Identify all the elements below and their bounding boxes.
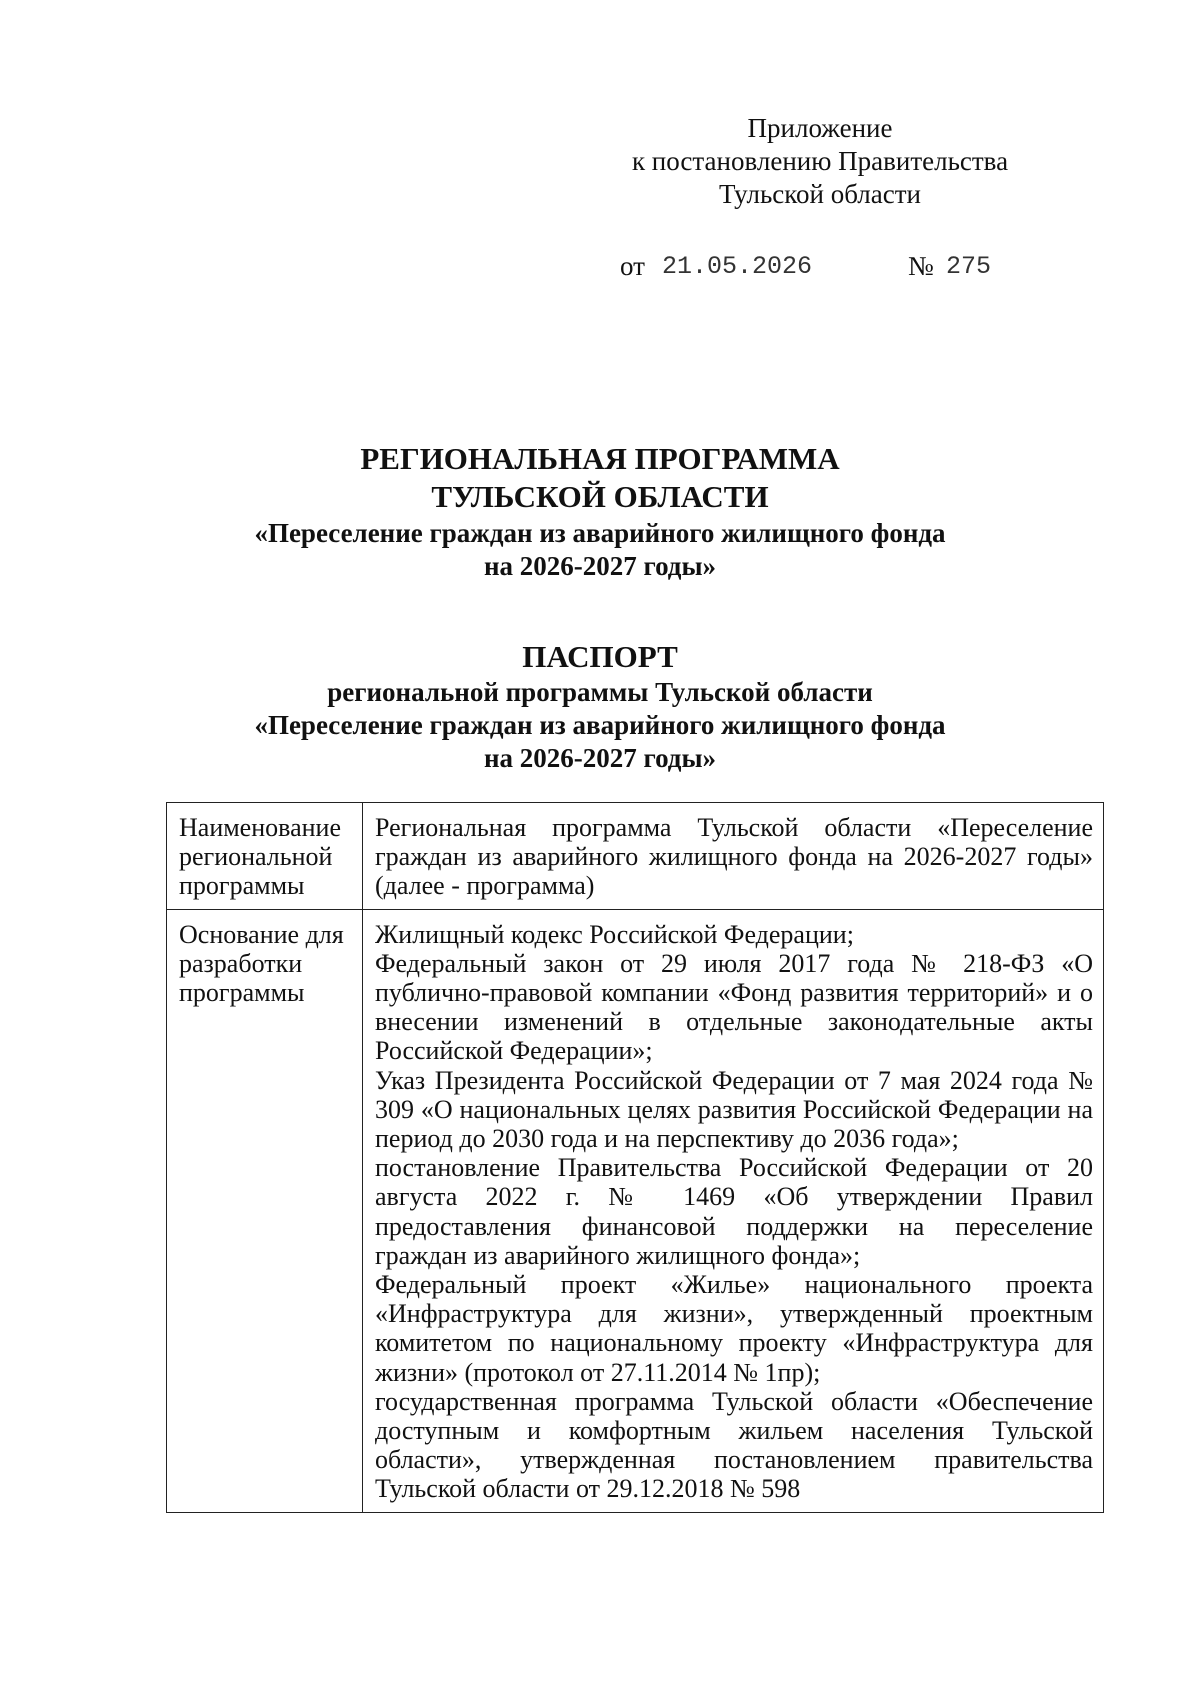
row-label-basis: Основание для разработки программы — [179, 919, 344, 1008]
passport-heading: ПАСПОРТ — [522, 639, 678, 674]
row-label-program-name: Наименование региональной программы — [179, 813, 341, 901]
basis-government-resolution-1469: постановление Правительства Российской Федерации от 20 августа 2022 г. № 1469 «Об утверждении Правил предоставления финансовой поддержки на переселение граждан из аварийного жилищного фонда»; — [375, 1153, 1093, 1270]
annex-decree-ref: к постановлению Правительства — [631, 146, 1009, 176]
decree-from-label: от — [620, 251, 645, 281]
row-label-cell — [167, 803, 363, 910]
program-title-line-4: на 2026-2027 годы» — [483, 551, 717, 581]
row-value-cell — [363, 909, 1104, 1512]
program-title-line-1: РЕГИОНАЛЬНАЯ ПРОГРАММА — [360, 441, 840, 476]
basis-state-program-tula: государственная программа Тульской области «Обеспечение доступным и комфортным жильем населения Тульской области», утвержденная постановлением правительства Тульской области от 29.12.2018 № 598 — [375, 1386, 1093, 1504]
passport-table — [166, 802, 1104, 1513]
annex-region: Тульской области — [719, 179, 921, 209]
program-title-line-2: ТУЛЬСКОЙ ОБЛАСТИ — [431, 479, 769, 514]
passport-title — [0, 638, 1200, 775]
table-row — [167, 909, 1104, 1512]
basis-presidential-decree-309: Указ Президента Российской Федерации от 7 мая 2024 года № 309 «О национальных целях развития Российской Федерации на период до 2030 года и на перспективу до 2036 года»; — [375, 1065, 1093, 1154]
basis-federal-project-housing: Федеральный проект «Жилье» национального проекта «Инфраструктура для жизни», утвержденный проектным комитетом по национальному проекту «Инфраструктура для жизни» (протокол от 27.11.2014 № 1пр); — [375, 1270, 1093, 1387]
row-label-cell — [167, 909, 363, 1512]
passport-title-line-3: «Переселение граждан из аварийного жилищного фонда — [254, 710, 946, 740]
program-title — [0, 440, 1200, 583]
passport-title-line-2: региональной программы Тульской области — [327, 677, 873, 707]
basis-federal-law-218: Федеральный закон от 29 июля 2017 года № 218-ФЗ «О публично-правовой компании «Фонд развития территорий» и о внесении изменений в отдельные законодательные акты Российской Федерации»; — [375, 948, 1093, 1066]
passport-title-line-4: на 2026-2027 годы» — [483, 743, 717, 773]
annex-title: Приложение — [747, 113, 893, 143]
decree-number: 275 — [946, 252, 992, 281]
annex-header — [600, 112, 1040, 211]
decree-number-label: № — [908, 251, 934, 281]
row-value-cell — [363, 803, 1104, 910]
table-row — [167, 803, 1104, 910]
decree-date: 21.05.2026 — [662, 252, 813, 281]
basis-housing-code: Жилищный кодекс Российской Федерации; — [375, 919, 854, 949]
program-title-line-3: «Переселение граждан из аварийного жилищного фонда — [254, 518, 946, 548]
row-value-paragraph: Региональная программа Тульской области «Переселение граждан из аварийного жилищного фонда на 2026-2027 годы» (далее - программа) — [375, 813, 1093, 901]
